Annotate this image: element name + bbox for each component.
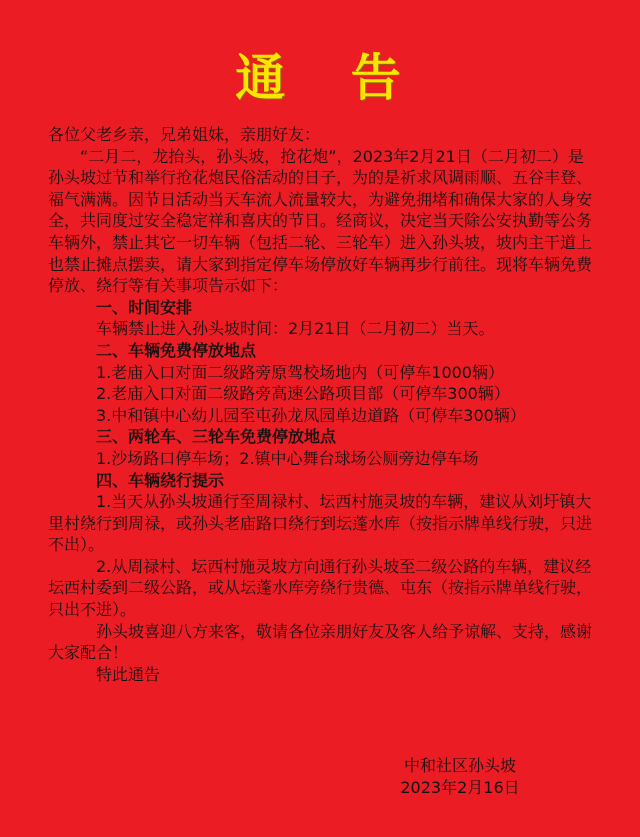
greeting: 各位父老乡亲，兄弟姐妹，亲朋好友： bbox=[48, 125, 321, 144]
section-item: 2.从周禄村、坛西村施灵坡方向通行孙头坡至二级公路的车辆，建议经坛西村委到二级公路，或从坛蓬水库旁绕行贵德、屯东（按指示牌单线行驶，只出不进）。 bbox=[48, 556, 593, 620]
section-item: 车辆禁止进入孙头坡时间：2月21日（二月初二）当天。 bbox=[96, 319, 495, 339]
section-item: 1.当天从孙头坡通行至周禄村、坛西村施灵坡的车辆，建议从刘圩镇大里村绕行到周禄，或孙头老庙路口绕行到坛蓬水库（按指示牌单线行驶，只进不出）。 bbox=[48, 492, 593, 555]
section-heading-car-parking: 二、车辆免费停放地点 bbox=[96, 340, 257, 360]
section-item: 1.沙场路口停车场；2.镇中心舞台球场公厕旁边停车场 bbox=[96, 448, 479, 468]
section-heading-detour: 四、车辆绕行提示 bbox=[96, 470, 225, 490]
closing-paragraph: 孙头坡喜迎八方来客，敬请各位亲朋好友及客人给予谅解、支持，感谢大家配合！ bbox=[48, 621, 593, 663]
signature-block bbox=[375, 755, 545, 799]
section-item: 1.老庙入口对面二级路旁原驾校场地内（可停车1000辆） bbox=[96, 362, 504, 382]
notice-title: 通 告 bbox=[235, 49, 425, 107]
signature-date: 2023年2月16日 bbox=[400, 778, 520, 797]
section-heading-time: 一、时间安排 bbox=[96, 297, 193, 317]
signature-org: 中和社区孙头坡 bbox=[403, 756, 516, 775]
section-item: 3.中和镇中心幼儿园至屯孙龙凤园单边道路（可停车300辆） bbox=[96, 405, 526, 425]
section-item: 2.老庙入口对面二级路旁高速公路项目部（可停车300辆） bbox=[96, 384, 510, 404]
section-heading-bike-parking: 三、两轮车、三轮车免费停放地点 bbox=[96, 427, 337, 447]
notice-body bbox=[48, 124, 598, 685]
intro-paragraph: “二月二，龙抬头，孙头坡，抢花炮”，2023年2月21日（二月初二）是孙头坡过节和举行抢花炮民俗活动的日子，为的是祈求风调雨顺、五谷丰登、福气满满。因节日活动当天车流人流量较大，为避免拥堵和确保大家的人身安全，共同度过安全稳定祥和喜庆的节日。经商议，决定当天除公安执勤等公务车辆外，禁止其它一切车辆（包括二轮、三轮车）进入孙头坡，坡内主干道上也禁止摊点摆卖，请大家到指定停车场停放好车辆再步行前往。现将车辆免费停放、绕行等有关事项告示如下： bbox=[48, 146, 593, 296]
ending-line: 特此通告 bbox=[96, 664, 161, 684]
